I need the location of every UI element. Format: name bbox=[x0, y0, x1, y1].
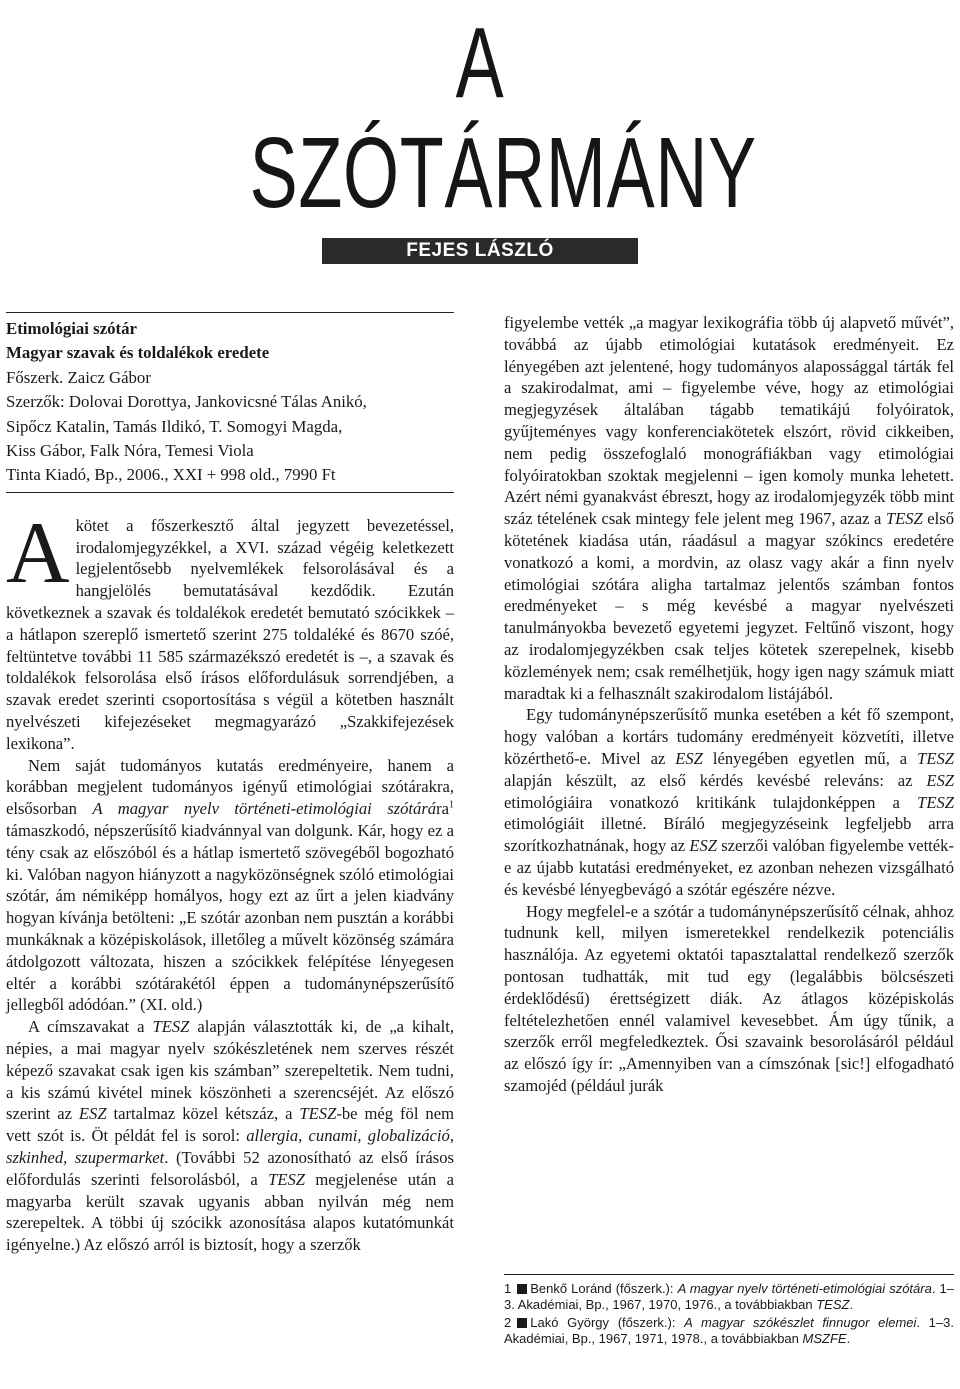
italic-abbr: ESZ bbox=[675, 748, 703, 768]
italic-abbr: ESZ bbox=[78, 1104, 107, 1124]
footnotes bbox=[504, 1274, 954, 1349]
paragraph-text: ra bbox=[436, 799, 449, 819]
paragraph bbox=[6, 755, 454, 1017]
paragraph-text: lényegében egyetlen mű, a bbox=[702, 748, 918, 768]
right-column bbox=[504, 312, 954, 1097]
square-bullet-icon bbox=[517, 1284, 527, 1294]
book-subtitle: Magyar szavak és toldalékok eredete bbox=[6, 343, 270, 363]
footnote bbox=[504, 1281, 954, 1313]
paragraph-text: első kötetének kiadása után, ráadásul a magyar szókincs eredetére vonatkozó a komi, a mordvin, az olasz vagy akár a finn nyelv etimológiai szótára aligha tartalmaz jelentős számban fontos eredményeket – s még kevésbé a magyar nyelvészeti tanulmányokba bevezető egyetemi jegyzet. Feltűnő viszont, hogy az irodalomjegyzékben csak teljes kötetek szerepelnek, kisebb közlemények nem; csak remélhetjük, hogy igen nagy számuk miatt maradtak ki a felhasznált szakirodalom listájából. bbox=[504, 509, 954, 703]
book-authors-2: Sipőcz Katalin, Tamás Ildikó, T. Somogyi Magda, bbox=[6, 416, 343, 436]
italic-title: A magyar szókészlet finnugor elemei bbox=[684, 1315, 917, 1330]
italic-title: A magyar nyelv történeti-etimológiai szótárá bbox=[92, 799, 437, 819]
paragraph-text: A címszavakat a bbox=[28, 1017, 153, 1037]
italic-title: A magyar nyelv történeti-etimológiai szótára bbox=[677, 1281, 932, 1296]
book-publisher: Tinta Kiadó, Bp., 2006., XXI + 998 old., 7990 Ft bbox=[6, 465, 336, 485]
left-column bbox=[6, 312, 454, 1256]
paragraph-text: alapján készült, az első kérdés kevésbé releváns: az bbox=[504, 770, 927, 790]
book-authors-3: Kiss Gábor, Falk Nóra, Temesi Viola bbox=[6, 441, 254, 461]
paragraph bbox=[504, 312, 954, 704]
italic-abbr: TESZ bbox=[917, 748, 954, 768]
paragraph-text: . (További 52 azonosítható az első írásos előfordulás szerinti felsorolásból, a bbox=[6, 1147, 455, 1189]
paragraph-text: megjelenése után a magyarba került szavak ugyanis abban nyilván még nem szerepeltek. A többi új szócikk azonosítása alapos kutatómunkát igényelne.) Az előszó arról is biztosít, hogy a szerzők bbox=[6, 1169, 455, 1255]
footnote-ref[interactable]: 1 bbox=[449, 799, 454, 811]
italic-examples: allergia, cunami, globalizáció, szkinhed, szupermarket bbox=[6, 1126, 454, 1167]
paragraph-text: Egy tudománynépszerűsítő munka esetében a két fő szempont, hogy valóban a kortárs tudomány eredményeit közvetíti, illetve közérthető-e. Mivel az bbox=[504, 705, 954, 768]
italic-abbr: MSZFE bbox=[802, 1331, 847, 1346]
paragraph-text: kötet a főszerkesztő által jegyzett bevezetéssel, irodalomjegyzékkel, a XVI. század végéig keletkezett legjelentősebb nyelvemlékek felsorolásával és a hangjelölés bemutatásával kezdődik. Ezután következnek a szavak és toldalékok eredetét bemutató szócikkek – a hátlapon szereplő ismertető szerint 275 toldaléké és 8670 szóé, feltüntetve további 11 585 származékszó eredetét is –, a szavak és toldalékok felsorolása első írásos előfordulásuk sorrendjében, a szavak eredet szerinti csoportosítása s végül a kötetben használt nyelvészeti kifejezéseket megmagyarázó „Szakkifejezések lexikona”. bbox=[6, 515, 454, 753]
author-banner bbox=[322, 238, 638, 264]
paragraph-text: támaszkodó, népszerűsítő kiadvánnyal van dolgunk. Kár, hogy ez a tény csak az előszóból és a hátlap ismertető szövegéből bogozható ki. Valóban nagyon hiányzott a nagyközönségnek szóló etimológiai szótár, ám némiképp homályos, hogy ezt az űrt a jelen kiadvány hogyan kívánja betölteni: „E szótár azonban nem pusztán a korábbi munkáknak a középiskolások, illetőleg a művelt közönség számára átdolgozott változata, hiszen a szócikkek felépítése lényegesen eltér a korábbi szótárakétól éppen a tudománynépszerűsítő jellegből adódóan.” (XI. old.) bbox=[6, 821, 454, 1015]
paragraph-text: Hogy megfelel-e a szótár a tudománynépszerűsítő célnak, ahhoz tudnunk kell, milyen ismeretekkel rendelkezik potenciális használója. Az egyetemi oktatói tapasztalattal rendelkező szerzők pontosan tudhatták, mit tud egy (legalábbis bölcsészeti érdeklődésű) érettségizett diák. Az átlagos középiskolás feltételezhetően ennél valamivel kevesebbet. Ám úgy tűnik, a szerzők erről megfeledkeztek. Ősi szavaink besorolásáról például az előszó így ír: „Amennyiben van a címszónak [sic!] elfogadható szamojéd (például jurák bbox=[504, 901, 954, 1095]
paragraph-text: etimológiáit illetné. Bíráló megjegyzéseink legfeljebb arra szorítkozhatnának, hogy az bbox=[504, 814, 954, 856]
italic-abbr: TESZ bbox=[268, 1169, 306, 1189]
bibliographic-box bbox=[6, 312, 454, 493]
footnote-number: 1 bbox=[504, 1281, 512, 1296]
paragraph-text: szerzői valóban figyelembe vették-e az újabb kutatási eredményeket, ez azonban nehezen vizsgálható és kevésbé lényegbevágó a szótár egészére nézve. bbox=[504, 836, 954, 899]
book-editor: Főszerk. Zaicz Gábor bbox=[6, 367, 151, 387]
paragraph bbox=[6, 504, 454, 755]
italic-abbr: TESZ bbox=[816, 1297, 850, 1312]
square-bullet-icon bbox=[517, 1318, 527, 1328]
footnote-text: . bbox=[846, 1331, 851, 1346]
footnote-text: Benkő Loránd (főszerk.): bbox=[530, 1281, 678, 1296]
paragraph bbox=[504, 901, 954, 1097]
paragraph-text: -be még föl nem vett szót is. Öt példát fel is sorol: bbox=[6, 1104, 454, 1146]
paragraph-text: alapján választották ki, de „a kihalt, népies, a mai magyar nyelv szókészletének nem szerves részét képező szavakat csak igen kis számban” szerepeltetik. Nem tudni, a kis számú kivétel minek köszönheti a szerencséjét. Az előszó szerint az bbox=[6, 1017, 454, 1124]
italic-abbr: ESZ bbox=[926, 770, 954, 790]
footnote-text: . bbox=[849, 1297, 854, 1312]
paragraph bbox=[6, 1016, 454, 1256]
italic-abbr: ESZ bbox=[689, 836, 718, 856]
paragraph-text: tartalmaz közel kétszáz, a bbox=[106, 1104, 300, 1124]
italic-abbr: TESZ bbox=[152, 1017, 190, 1037]
italic-abbr: TESZ bbox=[299, 1104, 337, 1124]
article-title: A SZÓTÁRMÁNY bbox=[249, 7, 757, 229]
paragraph bbox=[504, 704, 954, 900]
italic-abbr: TESZ bbox=[917, 792, 954, 812]
book-title: Etimológiai szótár bbox=[6, 319, 137, 338]
italic-abbr: TESZ bbox=[885, 509, 923, 529]
paragraph-text: etimológiáira vonatkozó kritikánk tulajdonképpen a bbox=[504, 792, 918, 812]
paragraph-text: figyelembe vették „a magyar lexikográfia több új alapvető művét”, továbbá az újabb etimológiai kutatások eredményeit. Ez lényegében azt jelentené, hogy tudományos alapossággal tárták fel a szakirodalmat, ami – figyelembe véve, hogy az etimológiai megjegyzések általában tágabb tematikájú folyóiratok, gyűjteményes vagy konferenciakötetek elszórt, rövid cikkeiben, nem pedig összefoglaló monográfiákban vagy etimológiai folyóiratokban szoktak megjelenni – igen komoly munka lehetett. Azért némi gyanakvást ébreszt, hogy az irodalomjegyzék több mint száz tételének csak mintegy fele jelent meg 1967, azaz a bbox=[504, 313, 954, 529]
author-name: FEJES LÁSZLÓ bbox=[406, 240, 554, 261]
book-authors-1: Szerzők: Dolovai Dorottya, Jankovicsné Tálas Anikó, bbox=[6, 392, 367, 412]
footnote-text: . 1–3. Akadémiai, Bp., 1967, 1970, 1976., a továbbiakban bbox=[504, 1281, 954, 1312]
footnote-number: 2 bbox=[504, 1315, 512, 1330]
footnote-text: Lakó György (főszerk.): bbox=[530, 1315, 685, 1330]
paragraph-text: Nem saját tudományos kutatás eredményeire, hanem a korábban megjelent tudományos igényű etimológiai szótárakra, elsősorban bbox=[6, 755, 454, 819]
footnote bbox=[504, 1315, 954, 1347]
footnote-text: . 1–3. Akadémiai, Bp., 1967, 1971, 1978., a továbbiakban bbox=[504, 1315, 954, 1346]
drop-cap: A bbox=[6, 504, 70, 602]
